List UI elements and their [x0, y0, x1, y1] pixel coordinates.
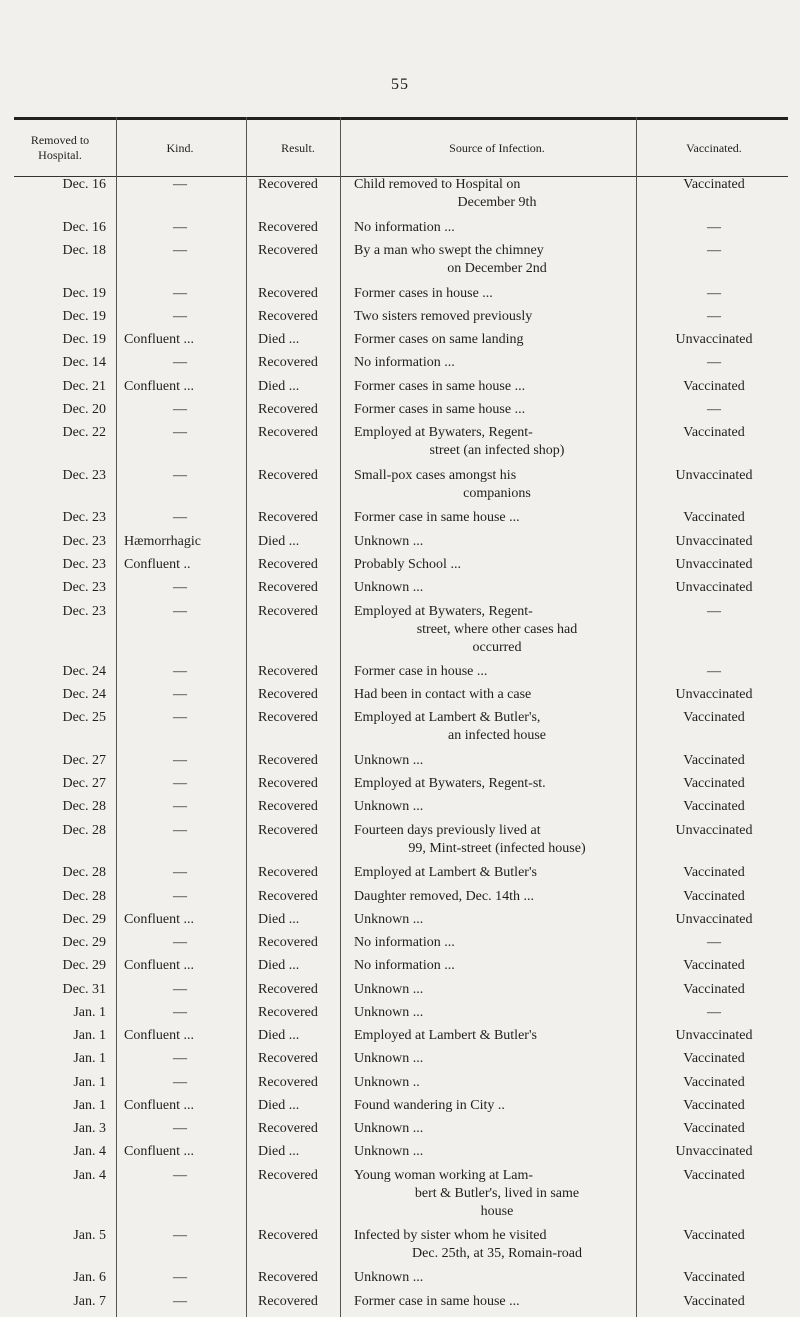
source-line: Unknown ...: [354, 580, 424, 596]
kind-cell: Confluent ...: [124, 911, 194, 927]
source-line: Probably School ...: [354, 557, 461, 572]
kind-cell: Confluent ..: [124, 557, 191, 572]
date-removed: Jan. 1: [73, 1028, 106, 1044]
vaccinated-cell: Vaccinated: [683, 1227, 745, 1243]
kind-cell: —: [173, 177, 187, 192]
vaccinated-cell: Vaccinated: [683, 1051, 745, 1067]
vaccinated-cell: Vaccinated: [683, 981, 745, 997]
kind-cell: —: [173, 1121, 187, 1137]
date-removed: Dec. 31: [62, 981, 106, 997]
kind-cell: —: [173, 219, 187, 235]
source-cell: [354, 242, 640, 278]
result-cell: Died ...: [258, 378, 300, 394]
date-removed: Dec. 23: [62, 603, 106, 619]
vaccinated-cell: —: [707, 242, 721, 258]
source-line: Unknown ...: [354, 752, 424, 768]
source-cell: [354, 556, 640, 574]
source-line: No information ...: [354, 935, 455, 951]
result-cell: Recovered: [258, 1074, 318, 1090]
vaccinated-cell: Unvaccinated: [675, 1144, 753, 1160]
date-removed: Jan. 1: [73, 1051, 106, 1067]
source-line: Young woman working at Lam-: [354, 1167, 534, 1183]
vaccinated-cell: Vaccinated: [683, 1167, 745, 1183]
kind-cell: —: [173, 1227, 187, 1243]
date-removed: Dec. 23: [62, 557, 106, 572]
date-removed: Dec. 18: [62, 242, 106, 258]
kind-cell: —: [173, 888, 187, 904]
result-cell: Recovered: [258, 510, 318, 526]
source-line: house: [480, 1203, 514, 1219]
source-cell: [354, 934, 640, 952]
vaccinated-cell: Unvaccinated: [675, 911, 753, 927]
source-line: Employed at Bywaters, Regent-: [354, 425, 533, 441]
date-removed: Dec. 19: [62, 308, 106, 324]
vaccinated-cell: Vaccinated: [683, 710, 745, 726]
source-line: Unknown ...: [354, 1270, 424, 1286]
date-removed: Dec. 23: [62, 580, 106, 596]
source-line: Former case in same house ...: [354, 1293, 520, 1309]
kind-cell: —: [173, 510, 187, 526]
kind-cell: Hæmorrhagic: [124, 533, 201, 549]
source-cell: [354, 1004, 640, 1022]
vaccinated-cell: Vaccinated: [683, 378, 745, 394]
source-line: Employed at Lambert & Butler's: [354, 1028, 537, 1044]
source-cell: [354, 663, 640, 681]
source-cell: [354, 864, 640, 882]
date-removed: Dec. 23: [62, 467, 106, 483]
result-cell: Recovered: [258, 603, 318, 619]
vaccinated-cell: Vaccinated: [683, 1074, 745, 1090]
vaccinated-cell: —: [707, 285, 721, 301]
page-number: 55: [391, 76, 409, 93]
source-cell: [354, 1227, 640, 1263]
source-cell: [354, 1167, 640, 1221]
result-cell: Recovered: [258, 242, 318, 258]
result-cell: Recovered: [258, 1167, 318, 1183]
vaccinated-cell: —: [707, 355, 721, 371]
vaccinated-cell: —: [707, 603, 721, 619]
result-cell: Died ...: [258, 1097, 300, 1113]
source-line: No information ...: [354, 958, 455, 974]
result-cell: Recovered: [258, 219, 318, 235]
date-removed: Dec. 28: [62, 799, 106, 815]
source-line: Former cases on same landing: [354, 332, 524, 348]
date-removed: Jan. 1: [73, 1074, 106, 1090]
kind-cell: —: [173, 242, 187, 258]
header-removed: Removed to Hospital.: [30, 133, 90, 162]
date-removed: Dec. 16: [62, 177, 106, 192]
source-line: Employed at Lambert & Butler's,: [354, 710, 541, 726]
result-cell: Recovered: [258, 935, 318, 951]
vaccinated-cell: —: [707, 308, 721, 324]
result-cell: Died ...: [258, 332, 300, 348]
kind-cell: —: [173, 1293, 187, 1309]
header-result: Result.: [281, 140, 315, 155]
vaccinated-cell: Vaccinated: [683, 1293, 745, 1309]
result-cell: Recovered: [258, 752, 318, 768]
kind-cell: —: [173, 776, 187, 792]
source-line: Former cases in house ...: [354, 285, 493, 301]
kind-cell: Confluent ...: [124, 958, 194, 974]
kind-cell: —: [173, 663, 187, 679]
kind-cell: —: [173, 865, 187, 881]
kind-cell: —: [173, 1074, 187, 1090]
vaccinated-cell: Vaccinated: [683, 1121, 745, 1137]
result-cell: Recovered: [258, 1270, 318, 1286]
vaccinated-cell: —: [707, 663, 721, 679]
date-removed: Jan. 3: [73, 1121, 106, 1137]
vaccinated-cell: Vaccinated: [683, 177, 745, 192]
source-line: Employed at Bywaters, Regent-st.: [354, 776, 546, 792]
kind-cell: —: [173, 355, 187, 371]
source-cell: [354, 1050, 640, 1068]
result-cell: Died ...: [258, 911, 300, 927]
result-cell: Recovered: [258, 822, 318, 838]
result-cell: Recovered: [258, 1004, 318, 1020]
source-line: Unknown ...: [354, 911, 424, 927]
result-cell: Died ...: [258, 1028, 300, 1044]
source-cell: [354, 285, 640, 303]
kind-cell: —: [173, 467, 187, 483]
vaccinated-cell: Vaccinated: [683, 510, 745, 526]
date-removed: Dec. 28: [62, 865, 106, 881]
vaccinated-cell: Vaccinated: [683, 776, 745, 792]
source-line: companions: [463, 485, 531, 501]
kind-cell: —: [173, 425, 187, 441]
result-cell: Recovered: [258, 355, 318, 371]
kind-cell: —: [173, 580, 187, 596]
date-removed: Dec. 28: [62, 888, 106, 904]
kind-cell: Confluent ...: [124, 332, 194, 348]
source-cell: [354, 354, 640, 372]
result-cell: Recovered: [258, 799, 318, 815]
source-line: No information ...: [354, 355, 455, 371]
date-removed: Dec. 20: [62, 401, 106, 417]
kind-cell: —: [173, 1270, 187, 1286]
date-removed: Jan. 4: [73, 1167, 106, 1183]
vaccinated-cell: —: [707, 935, 721, 951]
kind-cell: Confluent ...: [124, 1144, 194, 1160]
date-removed: Dec. 23: [62, 533, 106, 549]
source-line: bert & Butler's, lived in same: [414, 1185, 580, 1201]
infection-table: [14, 117, 788, 1309]
source-line: Two sisters removed previously: [354, 308, 533, 324]
source-line: Former cases in same house ...: [354, 378, 526, 394]
source-line: Had been in contact with a case: [354, 686, 532, 702]
date-removed: Dec. 25: [62, 710, 106, 726]
result-cell: Recovered: [258, 285, 318, 301]
vaccinated-cell: Vaccinated: [683, 752, 745, 768]
date-removed: Jan. 4: [73, 1144, 106, 1160]
date-removed: Dec. 21: [62, 378, 106, 394]
source-cell: [354, 219, 640, 237]
source-cell: [354, 957, 640, 975]
vaccinated-cell: Unvaccinated: [675, 580, 753, 596]
date-removed: Jan. 7: [73, 1293, 106, 1309]
source-cell: [354, 1074, 640, 1092]
kind-cell: —: [173, 752, 187, 768]
date-removed: Dec. 24: [62, 663, 106, 679]
source-line: on December 2nd: [447, 260, 547, 276]
source-cell: [354, 822, 640, 858]
kind-cell: Confluent ...: [124, 1097, 194, 1113]
header-source: Source of Infection.: [449, 140, 545, 155]
vaccinated-cell: —: [707, 401, 721, 417]
result-cell: Recovered: [258, 308, 318, 324]
result-cell: Recovered: [258, 401, 318, 417]
vaccinated-cell: Unvaccinated: [675, 822, 753, 838]
source-line: occurred: [472, 639, 522, 655]
kind-cell: —: [173, 401, 187, 417]
kind-cell: —: [173, 1004, 187, 1020]
source-line: Child removed to Hospital on: [354, 177, 521, 192]
result-cell: Recovered: [258, 425, 318, 441]
source-cell: [354, 911, 640, 929]
source-cell: [354, 331, 640, 349]
header-kind: Kind.: [166, 140, 194, 155]
date-removed: Dec. 29: [62, 911, 106, 927]
vaccinated-cell: Unvaccinated: [675, 686, 753, 702]
source-cell: [354, 752, 640, 770]
source-cell: [354, 1293, 640, 1311]
date-removed: Dec. 29: [62, 935, 106, 951]
source-line: Former case in house ...: [354, 663, 488, 679]
date-removed: Dec. 24: [62, 686, 106, 702]
kind-cell: —: [173, 935, 187, 951]
kind-cell: —: [173, 1167, 187, 1183]
vaccinated-cell: Unvaccinated: [675, 467, 753, 483]
source-cell: [354, 378, 640, 396]
result-cell: Recovered: [258, 776, 318, 792]
date-removed: Dec. 27: [62, 752, 106, 768]
source-line: By a man who swept the chimney: [354, 242, 544, 258]
table-body: [14, 176, 788, 1316]
vaccinated-cell: —: [707, 219, 721, 235]
source-line: Small-pox cases amongst his: [354, 467, 517, 483]
source-cell: [354, 579, 640, 597]
vaccinated-cell: Vaccinated: [683, 425, 745, 441]
source-line: Fourteen days previously lived at: [354, 822, 541, 838]
vaccinated-cell: Vaccinated: [683, 799, 745, 815]
kind-cell: —: [173, 822, 187, 838]
source-line: Unknown ...: [354, 1004, 424, 1020]
result-cell: Recovered: [258, 580, 318, 596]
source-line: street (an infected shop): [429, 443, 565, 459]
result-cell: Recovered: [258, 865, 318, 881]
source-cell: [354, 1097, 640, 1115]
kind-cell: —: [173, 799, 187, 815]
source-line: Employed at Bywaters, Regent-: [354, 603, 533, 619]
date-removed: Dec. 27: [62, 776, 106, 792]
table-header: [14, 117, 788, 177]
date-removed: Dec. 28: [62, 822, 106, 838]
source-cell: [354, 509, 640, 527]
source-line: Unknown ...: [354, 1051, 424, 1067]
result-cell: Recovered: [258, 1293, 318, 1309]
vaccinated-cell: Unvaccinated: [675, 1028, 753, 1044]
vaccinated-cell: Vaccinated: [683, 888, 745, 904]
source-cell: [354, 1120, 640, 1138]
result-cell: Died ...: [258, 958, 300, 974]
source-line: an infected house: [448, 728, 546, 744]
result-cell: Died ...: [258, 533, 300, 549]
source-line: Employed at Lambert & Butler's: [354, 865, 537, 881]
source-cell: [354, 1269, 640, 1287]
source-line: Dec. 25th, at 35, Romain-road: [412, 1245, 582, 1261]
source-cell: [354, 686, 640, 704]
source-line: No information ...: [354, 219, 455, 235]
source-cell: [354, 176, 640, 212]
source-line: Unknown ...: [354, 533, 424, 549]
date-removed: Jan. 6: [73, 1270, 106, 1286]
source-cell: [354, 709, 640, 745]
source-line: Daughter removed, Dec. 14th ...: [354, 888, 534, 904]
kind-cell: Confluent ...: [124, 378, 194, 394]
kind-cell: —: [173, 686, 187, 702]
kind-cell: —: [173, 981, 187, 997]
source-cell: [354, 467, 640, 503]
result-cell: Recovered: [258, 710, 318, 726]
vaccinated-cell: Unvaccinated: [675, 533, 753, 549]
result-cell: Recovered: [258, 467, 318, 483]
result-cell: Died ...: [258, 1144, 300, 1160]
source-cell: [354, 798, 640, 816]
source-cell: [354, 1143, 640, 1161]
result-cell: Recovered: [258, 1227, 318, 1243]
source-line: Former case in same house ...: [354, 510, 520, 526]
date-removed: Dec. 22: [62, 425, 106, 441]
date-removed: Dec. 23: [62, 510, 106, 526]
result-cell: Recovered: [258, 177, 318, 192]
source-cell: [354, 981, 640, 999]
result-cell: Recovered: [258, 663, 318, 679]
source-line: Unknown ...: [354, 1144, 424, 1160]
vaccinated-cell: Vaccinated: [683, 958, 745, 974]
date-removed: Dec. 19: [62, 332, 106, 348]
source-line: Unknown ...: [354, 799, 424, 815]
date-removed: Dec. 19: [62, 285, 106, 301]
source-cell: [354, 888, 640, 906]
source-line: Unknown ...: [354, 981, 424, 997]
vaccinated-cell: Vaccinated: [683, 1097, 745, 1113]
date-removed: Dec. 29: [62, 958, 106, 974]
date-removed: Dec. 14: [62, 355, 106, 371]
date-removed: Jan. 5: [73, 1227, 106, 1243]
source-cell: [354, 401, 640, 419]
vaccinated-cell: Unvaccinated: [675, 332, 753, 348]
kind-cell: —: [173, 603, 187, 619]
source-line: December 9th: [457, 195, 537, 210]
kind-cell: —: [173, 308, 187, 324]
source-line: Former cases in same house ...: [354, 401, 526, 417]
result-cell: Recovered: [258, 1121, 318, 1137]
result-cell: Recovered: [258, 888, 318, 904]
source-cell: [354, 533, 640, 551]
header-vaccinated: Vaccinated.: [686, 140, 742, 155]
source-cell: [354, 775, 640, 793]
vaccinated-cell: Vaccinated: [683, 865, 745, 881]
result-cell: Recovered: [258, 686, 318, 702]
source-line: street, where other cases had: [416, 621, 578, 637]
source-cell: [354, 308, 640, 326]
source-line: Unknown ..: [354, 1074, 420, 1090]
kind-cell: —: [173, 710, 187, 726]
source-line: Unknown ...: [354, 1121, 424, 1137]
source-cell: [354, 1027, 640, 1045]
result-cell: Recovered: [258, 557, 318, 572]
kind-cell: Confluent ...: [124, 1028, 194, 1044]
result-cell: Recovered: [258, 981, 318, 997]
kind-cell: —: [173, 285, 187, 301]
date-removed: Jan. 1: [73, 1004, 106, 1020]
source-line: 99, Mint-street (infected house): [408, 840, 586, 856]
source-line: Infected by sister whom he visited: [354, 1227, 547, 1243]
source-cell: [354, 424, 640, 460]
kind-cell: —: [173, 1051, 187, 1067]
source-line: Found wandering in City ..: [354, 1097, 505, 1113]
date-removed: Jan. 1: [73, 1097, 106, 1113]
vaccinated-cell: Vaccinated: [683, 1270, 745, 1286]
result-cell: Recovered: [258, 1051, 318, 1067]
vaccinated-cell: Unvaccinated: [675, 557, 753, 572]
source-cell: [354, 603, 640, 657]
vaccinated-cell: —: [707, 1004, 721, 1020]
date-removed: Dec. 16: [62, 219, 106, 235]
